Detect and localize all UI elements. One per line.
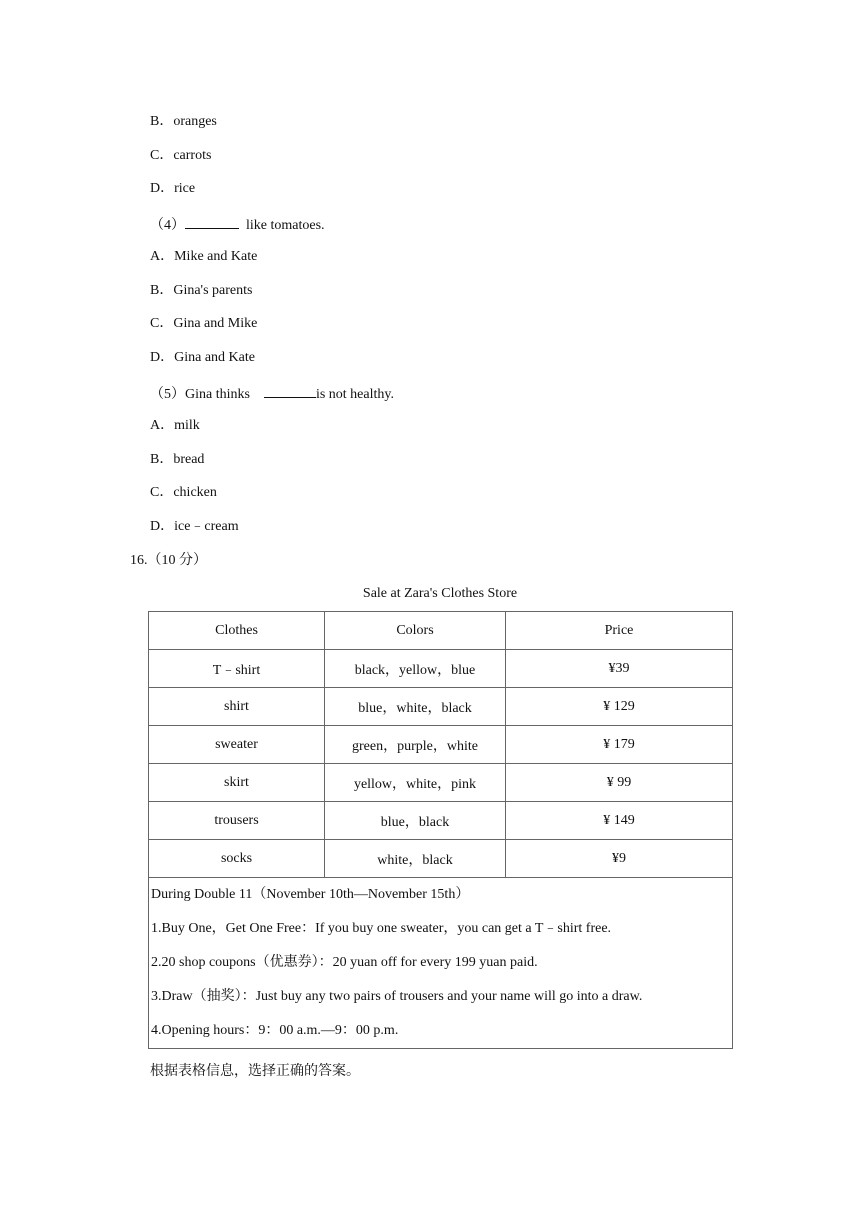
q4-blank — [185, 214, 239, 229]
cell-clothes: shirt — [149, 688, 325, 726]
q4-option-b: B．Gina's parents — [150, 283, 253, 298]
q4-option-c: C．Gina and Mike — [150, 316, 258, 331]
q5-option-b: B．bread — [150, 452, 205, 467]
cell-clothes: skirt — [149, 764, 325, 802]
q4-number: （4） — [150, 218, 185, 233]
header-price: Price — [506, 612, 733, 650]
cell-clothes: sweater — [149, 726, 325, 764]
q3-option-b: B．oranges — [150, 114, 217, 129]
clothes-table — [148, 611, 733, 1049]
note-draw: 3.Draw（抽奖）：Just buy any two pairs of trousers and your name will go into a draw. — [151, 989, 643, 1004]
q5-option-d: D．ice﹣cream — [150, 519, 239, 534]
cell-colors: blue，white，black — [325, 688, 506, 726]
q4-stem — [150, 214, 325, 235]
cell-price: ¥9 — [506, 840, 733, 878]
cell-colors: white，black — [325, 840, 506, 878]
table-row — [149, 840, 733, 878]
cell-price: ¥ 179 — [506, 726, 733, 764]
table-title: Sale at Zara's Clothes Store — [362, 586, 518, 601]
table-row — [149, 802, 733, 840]
q5-stem — [150, 383, 394, 404]
q5-prefix: （5）Gina thinks — [150, 387, 264, 402]
table-notes-row — [149, 878, 733, 1049]
table-header-row — [149, 612, 733, 650]
cell-colors: yellow，white，pink — [325, 764, 506, 802]
q4-option-a: A．Mike and Kate — [150, 249, 258, 264]
q16-instruction: 根据表格信息，选择正确的答案。 — [150, 1064, 360, 1079]
q3-option-c: C．carrots — [150, 148, 212, 163]
table-row — [149, 650, 733, 688]
q5-blank — [264, 383, 316, 398]
cell-price: ¥ 149 — [506, 802, 733, 840]
q3-option-d: D．rice — [150, 181, 196, 196]
cell-colors: blue，black — [325, 802, 506, 840]
cell-clothes: socks — [149, 840, 325, 878]
table-notes — [149, 878, 733, 1049]
header-clothes: Clothes — [149, 612, 325, 650]
q5-option-c: C．chicken — [150, 485, 217, 500]
note-double-11: During Double 11（November 10th—November 15th） — [151, 887, 470, 902]
cell-colors: green，purple，white — [325, 726, 506, 764]
note-coupons: 2.20 shop coupons（优惠券）：20 yuan off for every 199 yuan paid. — [151, 955, 538, 970]
q5-text: is not healthy. — [315, 387, 394, 402]
q4-text: like tomatoes. — [239, 218, 325, 233]
q5-option-a: A．milk — [150, 418, 200, 433]
cell-price: ¥39 — [506, 650, 733, 688]
cell-clothes: trousers — [149, 802, 325, 840]
table-row — [149, 726, 733, 764]
header-colors: Colors — [325, 612, 506, 650]
note-buy-one: 1.Buy One，Get One Free：If you buy one sweater，you can get a T﹣shirt free. — [151, 921, 612, 936]
table-row — [149, 764, 733, 802]
cell-price: ¥ 99 — [506, 764, 733, 802]
q4-option-d: D．Gina and Kate — [150, 350, 255, 365]
note-opening-hours: 4.Opening hours：9：00 a.m.—9：00 p.m. — [151, 1023, 399, 1038]
q16-label: 16.（10 分） — [130, 553, 207, 568]
table-row — [149, 688, 733, 726]
cell-clothes: T﹣shirt — [149, 650, 325, 688]
cell-price: ¥ 129 — [506, 688, 733, 726]
cell-colors: black，yellow，blue — [325, 650, 506, 688]
